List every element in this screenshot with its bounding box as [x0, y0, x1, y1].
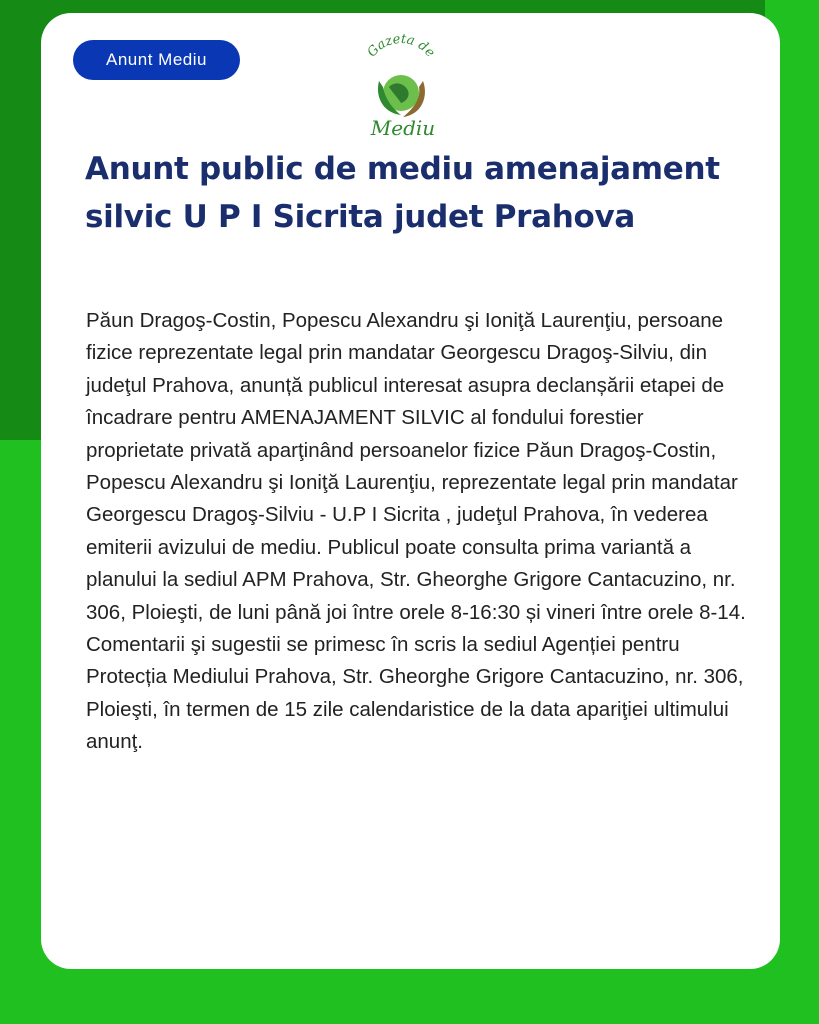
announcement-title: Anunt public de mediu amenajament silvic U P I Sicrita judet Prahova [85, 151, 720, 235]
category-badge-label: Anunt Mediu [106, 50, 207, 69]
logo-top-text: Gazeta de [364, 31, 438, 61]
globe-leaf-logo-icon [353, 31, 449, 143]
category-badge[interactable] [73, 40, 240, 80]
gazeta-de-mediu-logo [353, 31, 449, 143]
logo-bottom-text: Mediu [370, 116, 436, 140]
announcement-card [41, 13, 780, 969]
announcement-body: Păun Dragoş-Costin, Popescu Alexandru şi Ioniţă Laurenţiu, persoane fizice reprezentate legal prin mandatar Georgescu Dragoş-Silviu, din judeţul Prahova, anunță publicul interesat asupra declanșării etapei de încadrare pentru AMENAJAMENT SILVIC al fondului forestier proprietate privată aparţinând persoanelor fizice Păun Dragoş-Costin, Popescu Alexandru şi Ioniţă Laurenţiu, reprezentate legal prin mandatar Georgescu Dragoş-Silviu - U.P I Sicrita , judeţul Prahova, în vederea emiterii avizului de mediu. Publicul poate consulta prima variantă a planului la sediul APM Prahova, Str. Gheorghe Grigore Cantacuzino, nr. 306, Ploieşti, de luni până joi între orele 8-16:30 și vineri între orele 8-14. Comentarii şi sugestii se primesc în scris la sediul Agenției pentru Protecția Mediului Prahova, Str. Gheorghe Grigore Cantacuzino, nr. 306, Ploieşti, în termen de 15 zile calendaristice de la data apariţiei ultimului anunţ. [86, 309, 746, 754]
svg-text:Gazeta de [365, 32, 438, 61]
